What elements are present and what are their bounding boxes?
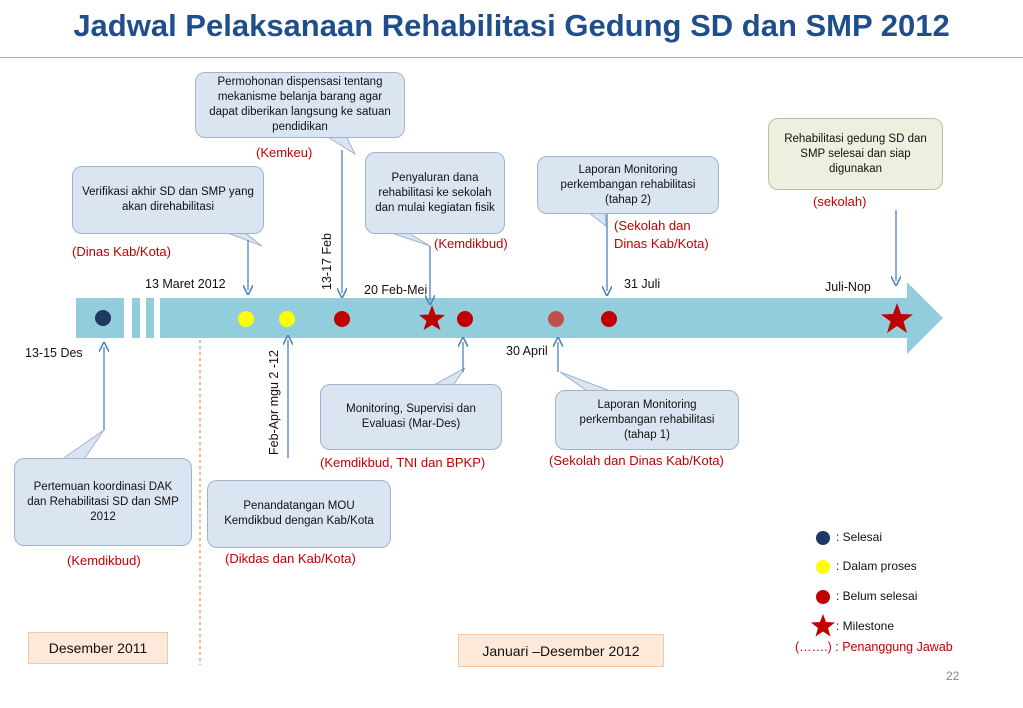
period-2011: Desember 2011 xyxy=(28,632,168,664)
timeline-gap-bar-1 xyxy=(132,298,140,338)
resp-laporan2: (Sekolah dan Dinas Kab/Kota) xyxy=(614,218,709,251)
status-dot-belum-selesai xyxy=(601,311,617,327)
status-dot-belum-selesai xyxy=(548,311,564,327)
callout-selesai: Rehabilitasi gedung SD dan SMP selesai dan siap digunakan xyxy=(768,118,943,190)
timeline-gap-bar-2 xyxy=(146,298,154,338)
callout-kemkeu: Permohonan dispensasi tentang mekanisme belanja barang agar dapat diberikan langsung ke satuan pendidikan xyxy=(195,72,405,138)
date-juli-nop: Juli-Nop xyxy=(825,280,871,294)
callout-laporan1: Laporan Monitoring perkembangan rehabilitasi (tahap 1) xyxy=(555,390,739,450)
legend-belum-selesai-label: : Belum selesai xyxy=(836,589,918,603)
date-feb-vertical: 13-17 Feb xyxy=(320,233,334,290)
callout-pertemuan: Pertemuan koordinasi DAK dan Rehabilitasi SD dan SMP 2012 xyxy=(14,458,192,546)
resp-pertemuan: (Kemdikbud) xyxy=(67,553,141,568)
resp-monitoring: (Kemdikbud, TNI dan BPKP) xyxy=(320,455,486,470)
callout-laporan2: Laporan Monitoring perkembangan rehabilitasi (tahap 2) xyxy=(537,156,719,214)
period-2012: Januari –Desember 2012 xyxy=(458,634,664,667)
resp-penyaluran: (Kemdikbud) xyxy=(434,236,508,251)
resp-mou: (Dikdas dan Kab/Kota) xyxy=(225,551,356,566)
legend-note: (…….) : Penanggung Jawab xyxy=(795,640,953,654)
status-dot-selesai xyxy=(95,310,111,326)
callout-monitoring: Monitoring, Supervisi dan Evaluasi (Mar-Des) xyxy=(320,384,502,450)
status-dot-belum-selesai xyxy=(457,311,473,327)
legend-milestone-icon xyxy=(811,614,835,637)
page-number: 22 xyxy=(946,669,960,683)
callout-verifikasi: Verifikasi akhir SD dan SMP yang akan direhabilitasi xyxy=(72,166,264,234)
legend-belum-selesai-icon xyxy=(816,590,830,604)
callout-mou: Penandatangan MOU Kemdikbud dengan Kab/Kota xyxy=(207,480,391,548)
date-april: 30 April xyxy=(506,344,548,358)
page-title: Jadwal Pelaksanaan Rehabilitasi Gedung SD dan SMP 2012 xyxy=(73,8,950,43)
status-dot-dalam-proses xyxy=(238,311,254,327)
callout-penyaluran: Penyaluran dana rehabilitasi ke sekolah dan mulai kegiatan fisik xyxy=(365,152,505,234)
legend-selesai-label: : Selesai xyxy=(836,530,883,544)
date-des: 13-15 Des xyxy=(25,346,83,360)
legend-milestone-label: : Milestone xyxy=(836,619,895,633)
resp-laporan1: (Sekolah dan Dinas Kab/Kota) xyxy=(549,453,724,468)
date-maret: 13 Maret 2012 xyxy=(145,277,226,291)
resp-verifikasi: (Dinas Kab/Kota) xyxy=(72,244,171,259)
date-feb-apr-vertical: Feb-Apr mgu 2 -12 xyxy=(267,350,281,455)
legend-dalam-proses-icon xyxy=(816,560,830,574)
legend-selesai-icon xyxy=(816,531,830,545)
status-dot-dalam-proses xyxy=(279,311,295,327)
status-dot-belum-selesai xyxy=(334,311,350,327)
resp-kemkeu: (Kemkeu) xyxy=(256,145,313,160)
date-feb-mei: 20 Feb-Mei xyxy=(364,283,428,297)
date-juli: 31 Juli xyxy=(624,277,661,291)
resp-selesai: (sekolah) xyxy=(813,194,867,209)
legend-dalam-proses-label: : Dalam proses xyxy=(836,559,917,573)
